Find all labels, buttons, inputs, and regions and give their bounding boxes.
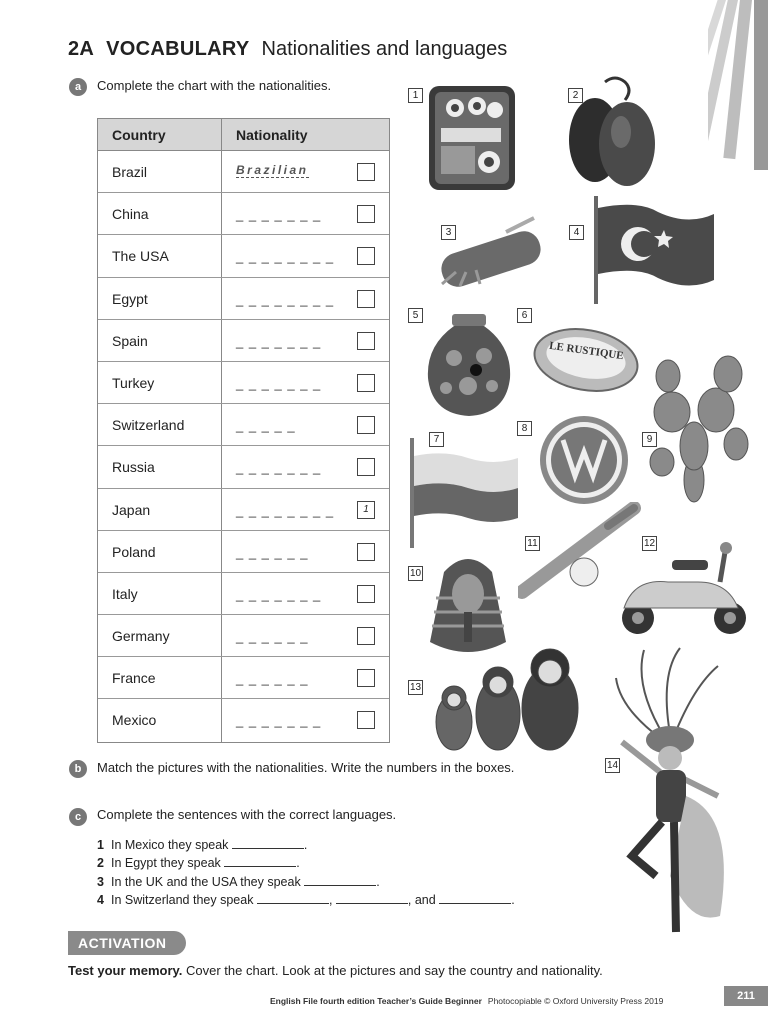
- nationality-cell[interactable]: [222, 151, 389, 192]
- country-cell: Russia: [98, 446, 222, 487]
- table-row: [98, 699, 389, 741]
- picture-number-8: 8: [517, 421, 532, 436]
- picture-number-box[interactable]: [357, 669, 375, 687]
- nationality-blank[interactable]: _ _ _ _ _ _: [236, 671, 309, 687]
- country-cell: Egypt: [98, 278, 222, 319]
- table-row: [98, 193, 389, 235]
- table-row: [98, 278, 389, 320]
- table-row: [98, 446, 389, 488]
- chart-header: [98, 119, 389, 151]
- cheese-label: LE RUSTIQUE: [548, 339, 625, 363]
- country-cell: Turkey: [98, 362, 222, 403]
- section-category: VOCABULARY: [106, 38, 250, 60]
- country-cell: Mexico: [98, 699, 222, 741]
- nationality-blank[interactable]: _ _ _ _ _ _ _: [236, 333, 322, 349]
- table-row: [98, 320, 389, 362]
- nationality-cell[interactable]: [222, 235, 389, 276]
- nationality-cell[interactable]: [222, 278, 389, 319]
- picture-number-6: 6: [517, 308, 532, 323]
- picture-number-3: 3: [441, 225, 456, 240]
- scooter-picture: [612, 538, 752, 638]
- picture-number-box[interactable]: [357, 374, 375, 392]
- picture-number-13: 13: [409, 682, 422, 693]
- nationality-cell[interactable]: [222, 446, 389, 487]
- picture-number-box[interactable]: [357, 247, 375, 265]
- country-cell: China: [98, 193, 222, 234]
- answer-blank[interactable]: [336, 893, 408, 904]
- nationality-cell[interactable]: [222, 320, 389, 361]
- table-row: [98, 573, 389, 615]
- nationality-cell[interactable]: [222, 193, 389, 234]
- page-title: [68, 38, 507, 61]
- picture-number-box[interactable]: [357, 163, 375, 181]
- nationality-blank[interactable]: _ _ _ _ _: [236, 418, 296, 434]
- picture-number-box[interactable]: [357, 290, 375, 308]
- country-column-header: Country: [98, 119, 222, 150]
- picture-number-box[interactable]: [357, 585, 375, 603]
- table-row: [98, 531, 389, 573]
- polish-flag-picture: [406, 436, 522, 548]
- picture-number-box[interactable]: [357, 627, 375, 645]
- unit-code: 2A: [68, 38, 95, 60]
- nationality-cell[interactable]: [222, 489, 389, 530]
- nationality-blank[interactable]: _ _ _ _ _ _ _: [236, 586, 322, 602]
- answer-blank[interactable]: [232, 838, 304, 849]
- nationality-cell[interactable]: [222, 657, 389, 698]
- nationality-chart: [97, 118, 390, 743]
- picture-number-9: 9: [642, 432, 657, 447]
- picture-number-box[interactable]: [357, 543, 375, 561]
- page-number: 211: [724, 986, 768, 1006]
- table-row: [98, 657, 389, 699]
- nationality-cell[interactable]: [222, 531, 389, 572]
- exercise-b-instruction: Match the pictures with the nationalities. Write the numbers in the boxes.: [97, 760, 515, 775]
- turkish-flag-picture: [592, 196, 720, 304]
- answer-blank[interactable]: [224, 856, 296, 867]
- picture-number-box[interactable]: [357, 458, 375, 476]
- table-row: [98, 235, 389, 277]
- country-cell: Italy: [98, 573, 222, 614]
- sentence-2: 2 In Egypt they speak .: [97, 856, 300, 870]
- nationality-cell[interactable]: [222, 362, 389, 403]
- picture-number-10: 10: [409, 568, 422, 579]
- country-cell: Spain: [98, 320, 222, 361]
- activation-banner: ACTIVATION: [68, 931, 186, 955]
- picture-number-4: 4: [569, 225, 584, 240]
- corner-decoration: [708, 0, 768, 170]
- country-cell: Japan: [98, 489, 222, 530]
- matryoshka-dolls-picture: [432, 640, 580, 752]
- country-cell: France: [98, 657, 222, 698]
- nationality-blank[interactable]: _ _ _ _ _ _ _ _: [236, 249, 335, 265]
- exercise-c-instruction: Complete the sentences with the correct languages.: [97, 807, 397, 822]
- picture-number-box[interactable]: 1: [357, 501, 375, 519]
- exercise-a-instruction: Complete the chart with the nationalities.: [97, 78, 332, 93]
- picture-number-2: 2: [568, 88, 583, 103]
- carnival-dancer-picture: [612, 646, 744, 942]
- picture-number-14: 14: [606, 760, 619, 771]
- swiss-army-knife-picture: [436, 212, 548, 290]
- sentence-3: 3 In the UK and the USA they speak .: [97, 875, 380, 889]
- footer: English File fourth edition Teacher’s Guide Beginner Photocopiable © Oxford University Press 2019: [270, 996, 664, 1006]
- country-cell: Germany: [98, 615, 222, 656]
- nationality-blank[interactable]: _ _ _ _ _ _: [236, 629, 309, 645]
- nationality-blank[interactable]: _ _ _ _ _ _ _: [236, 375, 322, 391]
- nationality-cell[interactable]: [222, 404, 389, 445]
- table-row: [98, 362, 389, 404]
- picture-number-5: 5: [408, 308, 423, 323]
- cheese-box-picture: [530, 318, 645, 398]
- sentence-4: 4 In Switzerland they speak , , and .: [97, 893, 515, 907]
- country-cell: The USA: [98, 235, 222, 276]
- picture-number-box[interactable]: [357, 711, 375, 729]
- country-cell: Switzerland: [98, 404, 222, 445]
- exercise-c-badge: c: [69, 808, 87, 826]
- nationality-column-header: Nationality: [236, 127, 308, 143]
- picture-number-box[interactable]: [357, 205, 375, 223]
- answer-blank[interactable]: [304, 875, 376, 886]
- activation-text: Test your memory. Cover the chart. Look at the pictures and say the country and nationality.: [68, 963, 603, 978]
- nationality-blank[interactable]: _ _ _ _ _ _ _ _: [236, 291, 335, 307]
- answer-blank[interactable]: [257, 893, 329, 904]
- nationality-cell[interactable]: [222, 615, 389, 656]
- picture-number-1: 1: [408, 88, 423, 103]
- country-cell: Brazil: [98, 151, 222, 192]
- table-row: [98, 151, 389, 193]
- exercise-b-badge: b: [69, 760, 87, 778]
- country-cell: Poland: [98, 531, 222, 572]
- picture-number-box[interactable]: [357, 416, 375, 434]
- answer-blank[interactable]: [439, 893, 511, 904]
- nationality-blank[interactable]: _ _ _ _ _ _ _: [236, 460, 322, 476]
- exercise-a-badge: a: [69, 78, 87, 96]
- vw-logo-picture: [535, 414, 633, 506]
- sushi-box-picture: [425, 80, 520, 195]
- nationality-blank[interactable]: _ _ _ _ _ _ _: [236, 713, 322, 729]
- table-row: [98, 489, 389, 531]
- nationality-cell[interactable]: [222, 699, 389, 741]
- table-row: [98, 404, 389, 446]
- nationality-blank[interactable]: _ _ _ _ _ _ _: [236, 207, 322, 223]
- picture-number-7: 7: [429, 432, 444, 447]
- example-answer: Brazilian: [236, 163, 309, 177]
- cactus-picture: [646, 352, 750, 506]
- picture-number-11: 11: [525, 536, 540, 551]
- nationality-blank[interactable]: _ _ _ _ _ _: [236, 544, 309, 560]
- picture-number-12: 12: [643, 538, 656, 549]
- picture-number-box[interactable]: [357, 332, 375, 350]
- sentence-1: 1 In Mexico they speak .: [97, 838, 308, 852]
- table-row: [98, 615, 389, 657]
- nationality-cell[interactable]: [222, 573, 389, 614]
- section-subtitle: Nationalities and languages: [261, 38, 508, 60]
- painted-vase-picture: [424, 312, 514, 418]
- nationality-blank[interactable]: _ _ _ _ _ _ _ _: [236, 502, 335, 518]
